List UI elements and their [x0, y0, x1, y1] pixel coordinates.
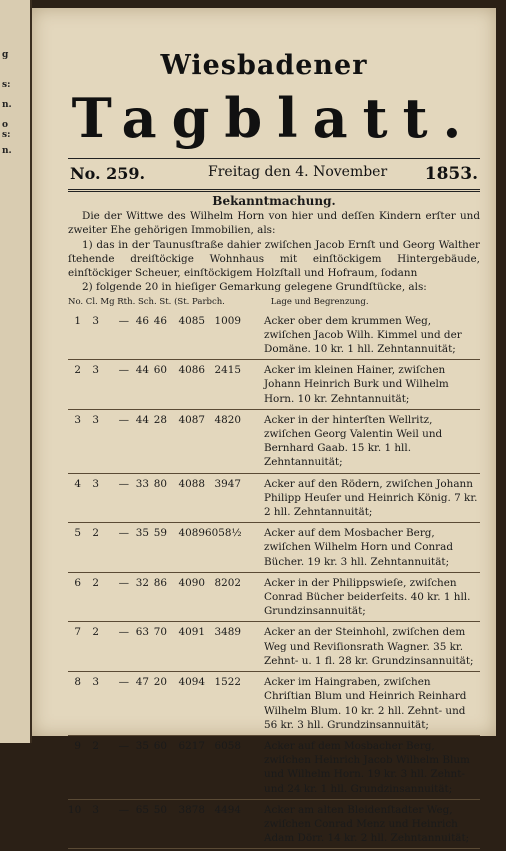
parcel-parz: 6058½ [205, 527, 242, 540]
parcel-description: Acker im kleinen Hainer, zwiſchen Johann Heinrich Burk und Wilhelm Horn. 10 kr. Zehntannuität; [264, 364, 449, 405]
column-header-left: No. Cl. Mg Rth. Sch. St. (St. Parbch. [68, 297, 225, 308]
parcel-mg: — [118, 803, 129, 816]
parcel-description: Acker in der hinterſten Wellritz, zwiſchen Georg Valentin Weil und Bernhard Gaab. 15 kr. 1 hll. Zehntannuität; [264, 413, 443, 469]
parcel-rth: 35 [135, 739, 149, 752]
parcel-cl: 2 [92, 626, 99, 639]
parcel-sch: 59 [153, 527, 167, 540]
parcel-st: 4086 [178, 364, 205, 377]
parcel-figures [68, 675, 256, 732]
parcel-cl: 3 [92, 364, 99, 377]
left-fragment: g [2, 50, 9, 60]
parcel-description: Acker in der Philippswieſe, zwiſchen Conrad Bücher beiderſeits. 40 kr. 1 hll. Grundzinsannuität; [264, 576, 471, 618]
parcel-sch: 86 [153, 576, 167, 589]
parcel-description: Acker an der Steinhohl, zwiſchen dem Weg und Reviſionsrath Wagner. 35 kr. Zehnt- u. 1 fl. 28 kr. Grundzinsannuität; [264, 626, 474, 667]
parcel-description: Acker im Haingraben, zwiſchen Chriſtian Blum und Heinrich Reinhard Wilhelm Blum. 10 kr. 2 hll. Zehnt- und 56 kr. 3 hll. Grundzinsannuität; [264, 676, 467, 731]
parcel-sch: 28 [153, 413, 167, 426]
issue-year: 1853. [424, 164, 478, 184]
parcel-cl: 3 [92, 413, 99, 426]
parcel-no: 6 [74, 576, 81, 589]
notice-item-1: 1) das in der Taunusſtraße dahier zwiſchen Jacob Ernſt und Georg Walther ſtehende dreiſtöckige Wohnhaus mit einſtöckigem Hintergebäude, einſtöckiger Scheuer, einſtöckigem Holzſtall und Hofraum, ſodann [68, 238, 480, 280]
parcel-entry [68, 575, 480, 623]
notice-intro: Die der Wittwe des Wilhelm Horn von hier und deſſen Kindern erſter und zweiter Ehe gehörigen Immobilien, als: [68, 210, 480, 237]
parcel-figures [68, 314, 256, 357]
parcel-figures [68, 477, 256, 520]
parcel-cl: 2 [92, 527, 99, 540]
parcel-entry [68, 738, 480, 800]
parcel-rth: 32 [135, 576, 149, 589]
dateline [68, 158, 480, 192]
parcel-sch: 20 [153, 676, 167, 689]
parcel-entry [68, 525, 480, 573]
parcel-mg: — [118, 527, 129, 540]
parcel-figures [68, 526, 256, 569]
parcel-cl: 3 [92, 803, 99, 816]
parcel-entry [68, 802, 480, 850]
parcel-st: 4088 [178, 477, 205, 490]
parcel-figures [68, 739, 256, 796]
parcel-figures [68, 363, 256, 406]
adjacent-page-edge [0, 0, 32, 743]
parcel-sch: 60 [153, 364, 167, 377]
parcel-no: 9 [74, 739, 81, 752]
parcel-no: 7 [74, 626, 81, 639]
parcel-description: Acker auf dem Mosbacher Berg, zwiſchen Heinrich Jacob Wilhelm Blum und Wilhelm Horn. 19 kr. 3 hll. Zehnt- und 24 kr. 1 hll. Grundzinsannuität; [264, 739, 470, 795]
parcel-rth: 33 [135, 477, 149, 490]
masthead-title: Tagblatt. [71, 86, 477, 150]
parcel-parz: 1522 [214, 676, 241, 689]
parcel-st: 4089 [178, 527, 205, 540]
masthead-city: Wiesbadener [160, 50, 368, 81]
parcel-st: 4091 [178, 626, 205, 639]
column-header [68, 295, 480, 309]
parcel-sch: 80 [153, 477, 167, 490]
parcel-parz: 2415 [214, 364, 241, 377]
notice-title: Bekanntmachung. [212, 194, 336, 208]
newspaper-page [32, 8, 496, 845]
parcel-entry [68, 476, 480, 524]
parcel-cl: 3 [92, 314, 99, 327]
parcel-figures [68, 803, 256, 846]
left-fragment: n. [2, 146, 12, 156]
parcel-st: 6217 [178, 739, 205, 752]
parcel-cl: 3 [92, 676, 99, 689]
parcel-mg: — [118, 364, 129, 377]
notice-item-2: 2) folgende 20 in hieſiger Gemarkung gelegene Grundſtücke, als: [82, 281, 427, 294]
parcel-rth: 44 [135, 413, 149, 426]
parcel-sch: 46 [153, 314, 167, 327]
parcel-description: Acker auf den Rödern, zwiſchen Johann Philipp Heuſer und Heinrich König. 7 kr. 2 hll. Zehntannuität; [264, 477, 478, 519]
parcel-parz: 3489 [214, 626, 241, 639]
parcel-rth: 35 [135, 527, 149, 540]
parcel-mg: — [118, 413, 129, 426]
parcel-sch: 50 [153, 803, 167, 816]
parcel-cl: 2 [92, 576, 99, 589]
parcel-parz: 8202 [214, 576, 241, 589]
parcel-parz: 4494 [214, 803, 241, 816]
parcel-entry [68, 624, 480, 672]
parcel-entry [68, 674, 480, 736]
parcel-no: 4 [74, 477, 81, 490]
parcel-st: 4094 [178, 676, 205, 689]
parcel-figures [68, 413, 256, 470]
parcel-rth: 47 [135, 676, 149, 689]
parcel-no: 8 [74, 676, 81, 689]
parcel-cl: 2 [92, 739, 99, 752]
parcel-parz: 4820 [214, 413, 241, 426]
parcel-sch: 60 [153, 739, 167, 752]
parcel-mg: — [118, 676, 129, 689]
issue-date: Freitag den 4. November [208, 164, 388, 180]
parcel-figures [68, 625, 256, 668]
parcel-description: Acker am alten Bleidenſtadter Weg, zwiſchen Conrad Menz und Heinrich Adam Dörr. 14 kr. 2 hll. Zehntannuität; [264, 803, 470, 845]
parcel-no: 10 [68, 803, 82, 816]
parcel-mg: — [118, 576, 129, 589]
left-fragment: o [2, 120, 9, 130]
parcel-description: Acker auf dem Mosbacher Berg, zwiſchen Wilhelm Horn und Conrad Bücher. 19 kr. 3 hll. Zehntannuität; [264, 527, 453, 568]
parcel-cl: 3 [92, 477, 99, 490]
parcel-rth: 46 [135, 314, 149, 327]
parcel-no: 5 [74, 527, 81, 540]
parcel-mg: — [118, 477, 129, 490]
parcel-list [68, 313, 480, 850]
parcel-mg: — [118, 314, 129, 327]
parcel-mg: — [118, 739, 129, 752]
parcel-no: 2 [74, 364, 81, 377]
parcel-mg: — [118, 626, 129, 639]
parcel-parz: 1009 [214, 314, 241, 327]
parcel-entry [68, 362, 480, 410]
issue-number: No. 259. [70, 164, 146, 183]
parcel-no: 1 [74, 314, 81, 327]
parcel-st: 4090 [178, 576, 205, 589]
parcel-parz: 6058 [214, 739, 241, 752]
parcel-st: 4087 [178, 413, 205, 426]
parcel-no: 3 [74, 413, 81, 426]
parcel-rth: 44 [135, 364, 149, 377]
parcel-figures [68, 576, 256, 619]
left-fragment: s: [2, 80, 11, 90]
parcel-parz: 3947 [214, 477, 241, 490]
parcel-description: Acker ober dem krummen Weg, zwiſchen Jacob Wilh. Kimmel und der Domäne. 10 kr. 1 hll. Zehntannuität; [264, 314, 462, 356]
parcel-rth: 63 [135, 626, 149, 639]
left-fragment: s: [2, 130, 11, 140]
parcel-entry [68, 313, 480, 361]
parcel-st: 3878 [178, 803, 205, 816]
parcel-rth: 65 [135, 803, 149, 816]
column-header-right: Lage und Begrenzung. [270, 297, 369, 308]
parcel-st: 4085 [178, 314, 205, 327]
left-fragment: n. [2, 100, 12, 110]
notice-body [68, 194, 480, 851]
parcel-entry [68, 412, 480, 474]
parcel-sch: 70 [153, 626, 167, 639]
